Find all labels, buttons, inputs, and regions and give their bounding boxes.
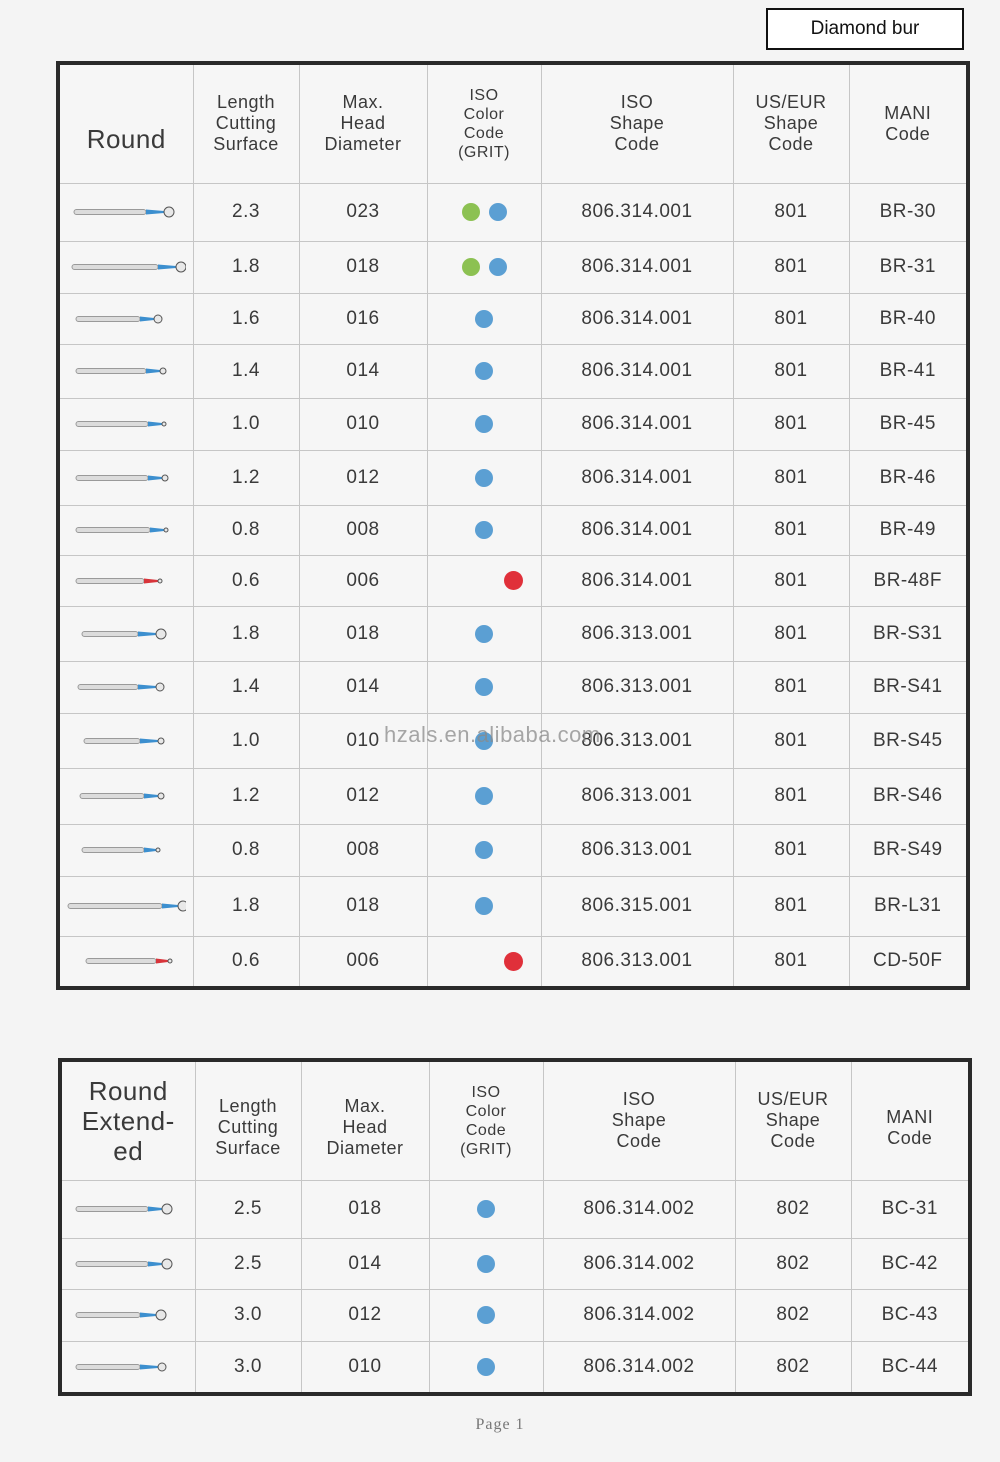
green-grit-dot — [462, 258, 480, 276]
table-row — [58, 450, 968, 505]
bur-neck — [162, 904, 178, 909]
us-eur-code-cell: 802 — [735, 1238, 851, 1289]
iso-color-header: ISO Color Code (GRIT) — [427, 63, 541, 183]
bur-neck — [146, 210, 164, 215]
us-eur-code-cell: 801 — [733, 241, 849, 293]
us-eur-code-cell: 801 — [733, 293, 849, 344]
grit-color-cell — [429, 1341, 543, 1394]
bur-illustration — [68, 1357, 188, 1377]
shape-header: Round — [58, 63, 193, 183]
head-diameter-cell: 010 — [299, 713, 427, 768]
iso-shape-code-cell: 806.314.002 — [543, 1289, 735, 1341]
iso-shape-code-cell: 806.314.001 — [541, 450, 733, 505]
bur-shank — [76, 369, 146, 374]
bur-illustration — [66, 677, 186, 697]
header-row — [60, 1060, 970, 1180]
grit-color-cell — [427, 398, 541, 450]
iso-shape-code-cell: 806.313.001 — [541, 936, 733, 988]
us-eur-code-cell: 801 — [733, 606, 849, 661]
red-grit-dot — [504, 571, 523, 590]
bur-illustration — [68, 1199, 188, 1219]
mani-code-cell: BR-S41 — [849, 661, 968, 713]
bur-image-cell — [58, 344, 193, 398]
iso-shape-code-cell: 806.314.002 — [543, 1238, 735, 1289]
table-row — [58, 768, 968, 824]
length-cell: 1.8 — [193, 241, 299, 293]
grit-color-cell — [427, 505, 541, 555]
bur-shank — [76, 1313, 140, 1318]
mani-code-cell: BR-49 — [849, 505, 968, 555]
head-diameter-cell: 014 — [299, 344, 427, 398]
blue-grit-dot — [475, 310, 493, 328]
bur-neck — [140, 738, 158, 743]
bur-image-cell — [60, 1341, 195, 1394]
bur-image-cell — [58, 293, 193, 344]
bur-neck — [144, 794, 158, 799]
mani-code-cell: BC-42 — [851, 1238, 970, 1289]
mani-code-cell: BR-S49 — [849, 824, 968, 876]
bur-head — [158, 579, 162, 583]
red-grit-dot — [504, 952, 523, 971]
us-eur-code-cell: 801 — [733, 713, 849, 768]
bur-shank — [84, 738, 140, 743]
mani-code-cell: CD-50F — [849, 936, 968, 988]
length-cell: 0.6 — [193, 936, 299, 988]
bur-shank — [76, 316, 140, 321]
us-eur-code-cell: 801 — [733, 824, 849, 876]
table-row — [60, 1289, 970, 1341]
length-cell: 0.8 — [193, 824, 299, 876]
bur-image-cell — [60, 1180, 195, 1238]
us-eur-code-cell: 801 — [733, 555, 849, 606]
mani-code-cell: BR-31 — [849, 241, 968, 293]
mani-code-cell: BR-41 — [849, 344, 968, 398]
bur-shank — [72, 265, 158, 270]
us-eur-code-cell: 801 — [733, 398, 849, 450]
grit-color-cell — [427, 606, 541, 661]
bur-head — [176, 262, 186, 272]
grit-color-cell — [427, 450, 541, 505]
bur-shank — [82, 848, 144, 853]
iso-shape-code-cell: 806.314.001 — [541, 183, 733, 241]
blue-grit-dot — [475, 521, 493, 539]
table-row — [58, 293, 968, 344]
blue-grit-dot — [475, 841, 493, 859]
head-diameter-cell: 010 — [301, 1341, 429, 1394]
bur-image-cell — [60, 1289, 195, 1341]
bur-neck — [140, 1313, 156, 1318]
bur-illustration — [66, 468, 186, 488]
bur-illustration — [66, 361, 186, 381]
shape-header: Round Extend- ed — [60, 1060, 195, 1180]
blue-grit-dot — [475, 469, 493, 487]
bur-head — [154, 315, 162, 323]
bur-head — [164, 528, 168, 532]
table-row — [58, 936, 968, 988]
length-cell: 3.0 — [195, 1341, 301, 1394]
bur-neck — [158, 265, 176, 270]
bur-neck — [144, 848, 156, 853]
iso-shape-header: ISO Shape Code — [541, 63, 733, 183]
bur-head — [162, 475, 168, 481]
bur-illustration — [66, 202, 186, 222]
bur-head — [156, 1310, 166, 1320]
iso-shape-code-cell: 806.314.001 — [541, 555, 733, 606]
iso-shape-code-cell: 806.314.002 — [543, 1180, 735, 1238]
iso-shape-code-cell: 806.313.001 — [541, 768, 733, 824]
mani-code-cell: BC-31 — [851, 1180, 970, 1238]
table-row — [58, 876, 968, 936]
blue-grit-dot — [477, 1200, 495, 1218]
length-cell: 2.3 — [193, 183, 299, 241]
mani-header: MANI Code — [851, 1060, 970, 1180]
blue-grit-dot — [475, 415, 493, 433]
green-grit-dot — [462, 203, 480, 221]
bur-image-cell — [58, 824, 193, 876]
bur-illustration — [66, 786, 186, 806]
iso-shape-code-cell: 806.313.001 — [541, 713, 733, 768]
grit-color-cell — [427, 661, 541, 713]
table-row — [60, 1180, 970, 1238]
bur-shank — [76, 422, 148, 427]
grit-color-cell — [429, 1289, 543, 1341]
bur-neck — [140, 316, 154, 321]
bur-shank — [86, 959, 156, 964]
mani-code-cell: BR-S46 — [849, 768, 968, 824]
round-extended-bur-table — [58, 1058, 972, 1396]
table-row — [58, 606, 968, 661]
bur-image-cell — [58, 876, 193, 936]
length-cell: 1.4 — [193, 661, 299, 713]
grit-color-cell — [427, 824, 541, 876]
head-diameter-cell: 018 — [299, 606, 427, 661]
bur-shank — [68, 904, 162, 909]
grit-color-cell — [427, 936, 541, 988]
header-row — [58, 63, 968, 183]
table-row — [58, 661, 968, 713]
mani-code-cell: BR-30 — [849, 183, 968, 241]
bur-illustration — [66, 309, 186, 329]
round-bur-table — [56, 61, 970, 990]
grit-color-cell — [427, 876, 541, 936]
bur-shank — [80, 794, 144, 799]
head-diameter-cell: 016 — [299, 293, 427, 344]
head-diameter-cell: 006 — [299, 936, 427, 988]
blue-grit-dot — [475, 362, 493, 380]
length-cell: 1.8 — [193, 876, 299, 936]
bur-head — [158, 1363, 166, 1371]
bur-shank — [76, 1261, 148, 1266]
head-diameter-cell: 012 — [299, 450, 427, 505]
bur-shank — [76, 528, 150, 533]
mani-code-cell: BR-S45 — [849, 713, 968, 768]
length-cell: 1.2 — [193, 768, 299, 824]
us-eur-header: US/EUR Shape Code — [733, 63, 849, 183]
length-cell: 1.8 — [193, 606, 299, 661]
iso-shape-code-cell: 806.314.001 — [541, 505, 733, 555]
length-header: Length Cutting Surface — [193, 63, 299, 183]
bur-illustration — [66, 840, 186, 860]
blue-grit-dot — [475, 897, 493, 915]
head-diameter-cell: 008 — [299, 824, 427, 876]
bur-neck — [138, 685, 156, 690]
bur-shank — [76, 578, 144, 583]
table-row — [58, 398, 968, 450]
length-cell: 1.0 — [193, 713, 299, 768]
grit-color-cell — [427, 183, 541, 241]
iso-shape-code-cell: 806.314.001 — [541, 293, 733, 344]
iso-shape-code-cell: 806.314.002 — [543, 1341, 735, 1394]
iso-shape-code-cell: 806.313.001 — [541, 661, 733, 713]
iso-color-header: ISO Color Code (GRIT) — [429, 1060, 543, 1180]
mani-code-cell: BR-40 — [849, 293, 968, 344]
head-diameter-cell: 014 — [301, 1238, 429, 1289]
us-eur-code-cell: 801 — [733, 183, 849, 241]
bur-illustration — [66, 520, 186, 540]
head-diameter-cell: 012 — [301, 1289, 429, 1341]
iso-shape-code-cell: 806.313.001 — [541, 606, 733, 661]
head-diameter-header: Max. Head Diameter — [299, 63, 427, 183]
bur-image-cell — [58, 713, 193, 768]
grit-color-cell — [427, 344, 541, 398]
iso-shape-code-cell: 806.314.001 — [541, 344, 733, 398]
blue-grit-dot — [477, 1306, 495, 1324]
bur-shank — [74, 210, 146, 215]
head-diameter-cell: 010 — [299, 398, 427, 450]
mani-code-cell: BR-48F — [849, 555, 968, 606]
bur-image-cell — [58, 450, 193, 505]
bur-image-cell — [58, 768, 193, 824]
us-eur-code-cell: 801 — [733, 450, 849, 505]
bur-illustration — [66, 951, 186, 971]
table-row — [58, 505, 968, 555]
grit-color-cell — [429, 1238, 543, 1289]
bur-illustration — [66, 896, 186, 916]
grit-color-cell — [427, 293, 541, 344]
blue-grit-dot — [477, 1358, 495, 1376]
length-cell: 1.6 — [193, 293, 299, 344]
bur-illustration — [68, 1254, 188, 1274]
bur-head — [156, 848, 160, 852]
bur-shank — [76, 475, 148, 480]
blue-grit-dot — [489, 203, 507, 221]
blue-grit-dot — [477, 1255, 495, 1273]
iso-shape-code-cell: 806.313.001 — [541, 824, 733, 876]
bur-image-cell — [60, 1238, 195, 1289]
head-diameter-cell: 014 — [299, 661, 427, 713]
bur-image-cell — [58, 606, 193, 661]
head-diameter-header: Max. Head Diameter — [301, 1060, 429, 1180]
blue-grit-dot — [475, 787, 493, 805]
blue-grit-dot — [489, 258, 507, 276]
watermark: hzals.en.alibaba.com — [384, 722, 601, 747]
us-eur-code-cell: 801 — [733, 344, 849, 398]
us-eur-code-cell: 801 — [733, 876, 849, 936]
bur-head — [164, 207, 174, 217]
us-eur-code-cell: 801 — [733, 768, 849, 824]
table-row — [58, 241, 968, 293]
bur-image-cell — [58, 241, 193, 293]
mani-header: MANI Code — [849, 63, 968, 183]
bur-image-cell — [58, 661, 193, 713]
mani-code-cell: BC-44 — [851, 1341, 970, 1394]
bur-head — [156, 629, 166, 639]
length-cell: 0.8 — [193, 505, 299, 555]
head-diameter-cell: 018 — [301, 1180, 429, 1238]
length-cell: 2.5 — [195, 1238, 301, 1289]
page-number: Page 1 — [475, 1416, 525, 1433]
bur-head — [162, 1259, 172, 1269]
length-cell: 2.5 — [195, 1180, 301, 1238]
bur-head — [156, 683, 164, 691]
grit-color-cell — [429, 1180, 543, 1238]
bur-shank — [76, 1207, 148, 1212]
bur-neck — [144, 578, 158, 583]
bur-head — [178, 901, 186, 911]
bur-image-cell — [58, 936, 193, 988]
bur-neck — [148, 1207, 162, 1212]
bur-illustration — [68, 1305, 188, 1325]
bur-neck — [148, 422, 162, 427]
table-row — [60, 1238, 970, 1289]
mani-code-cell: BR-S31 — [849, 606, 968, 661]
bur-illustration — [66, 571, 186, 591]
bur-head — [168, 959, 172, 963]
bur-illustration — [66, 731, 186, 751]
mani-code-cell: BR-46 — [849, 450, 968, 505]
length-cell: 1.4 — [193, 344, 299, 398]
bur-neck — [148, 1261, 162, 1266]
blue-grit-dot — [475, 625, 493, 643]
length-cell: 0.6 — [193, 555, 299, 606]
bur-image-cell — [58, 505, 193, 555]
grit-color-cell — [427, 241, 541, 293]
us-eur-code-cell: 801 — [733, 936, 849, 988]
bur-image-cell — [58, 555, 193, 606]
us-eur-code-cell: 802 — [735, 1289, 851, 1341]
length-cell: 1.2 — [193, 450, 299, 505]
mani-code-cell: BR-L31 — [849, 876, 968, 936]
length-cell: 1.0 — [193, 398, 299, 450]
bur-neck — [150, 528, 164, 533]
us-eur-code-cell: 801 — [733, 661, 849, 713]
table-row — [58, 183, 968, 241]
table-row — [58, 824, 968, 876]
iso-shape-code-cell: 806.314.001 — [541, 398, 733, 450]
mani-code-cell: BC-43 — [851, 1289, 970, 1341]
us-eur-header: US/EUR Shape Code — [735, 1060, 851, 1180]
bur-head — [160, 368, 166, 374]
bur-head — [158, 738, 164, 744]
us-eur-code-cell: 801 — [733, 505, 849, 555]
head-diameter-cell: 012 — [299, 768, 427, 824]
head-diameter-cell: 018 — [299, 241, 427, 293]
bur-illustration — [66, 257, 186, 277]
head-diameter-cell: 006 — [299, 555, 427, 606]
head-diameter-cell: 008 — [299, 505, 427, 555]
bur-neck — [146, 369, 160, 374]
grit-color-cell — [427, 555, 541, 606]
length-cell: 3.0 — [195, 1289, 301, 1341]
bur-shank — [78, 685, 138, 690]
table-row — [60, 1341, 970, 1394]
bur-head — [158, 793, 164, 799]
bur-neck — [156, 959, 168, 964]
iso-shape-header: ISO Shape Code — [543, 1060, 735, 1180]
head-diameter-cell: 018 — [299, 876, 427, 936]
length-header: Length Cutting Surface — [195, 1060, 301, 1180]
bur-image-cell — [58, 398, 193, 450]
blue-grit-dot — [475, 678, 493, 696]
bur-shank — [76, 1364, 140, 1369]
mani-code-cell: BR-45 — [849, 398, 968, 450]
iso-shape-code-cell: 806.314.001 — [541, 241, 733, 293]
bur-image-cell — [58, 183, 193, 241]
bur-neck — [138, 631, 156, 636]
bur-neck — [148, 475, 162, 480]
bur-illustration — [66, 624, 186, 644]
bur-head — [162, 422, 166, 426]
table-row — [58, 344, 968, 398]
bur-illustration — [66, 414, 186, 434]
bur-neck — [140, 1364, 158, 1369]
us-eur-code-cell: 802 — [735, 1180, 851, 1238]
bur-shank — [82, 631, 138, 636]
page-title: Diamond bur — [766, 8, 964, 50]
table-row — [58, 555, 968, 606]
head-diameter-cell: 023 — [299, 183, 427, 241]
us-eur-code-cell: 802 — [735, 1341, 851, 1394]
grit-color-cell — [427, 768, 541, 824]
iso-shape-code-cell: 806.315.001 — [541, 876, 733, 936]
bur-head — [162, 1204, 172, 1214]
